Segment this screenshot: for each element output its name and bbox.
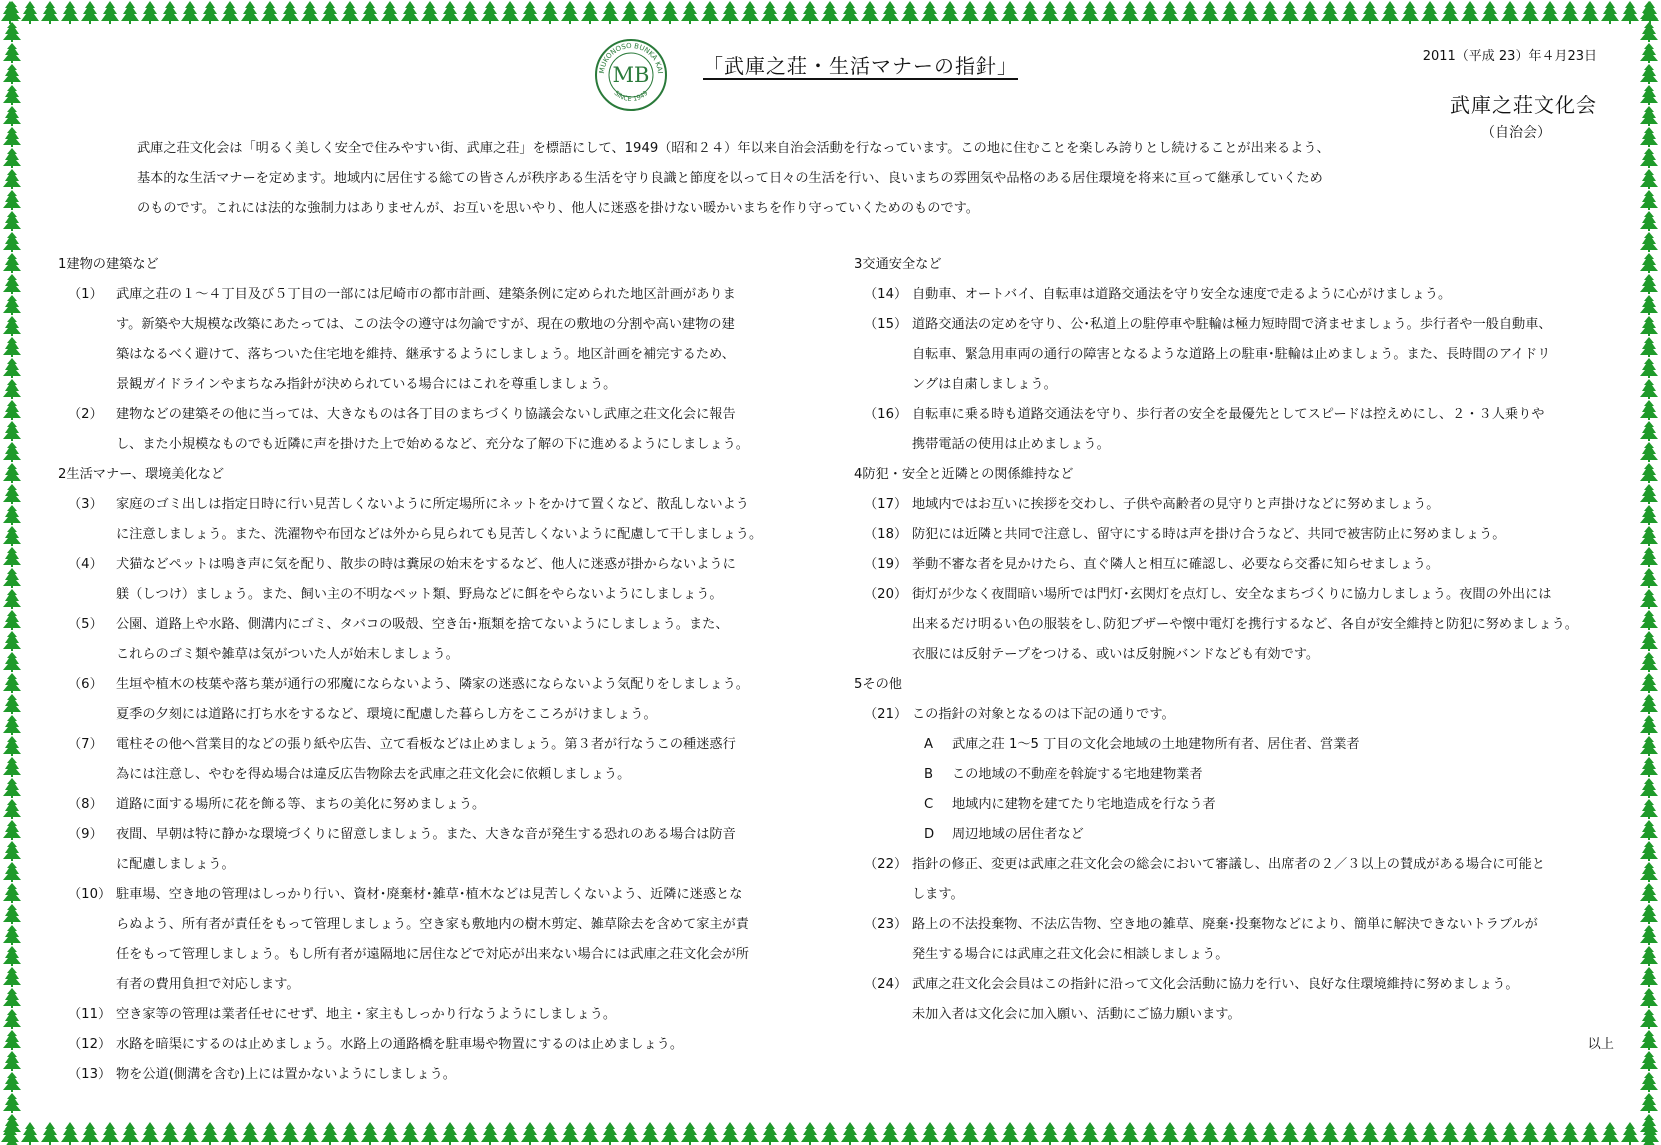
guideline-item xyxy=(854,400,1634,430)
section-title: 建物の建築など xyxy=(66,257,159,272)
sub-item-text: 武庫之荘 1～5 丁目の文化会地域の土地建物所有者、居住者、営業者 xyxy=(952,737,1360,752)
item-text: 物を公道(側溝を含む)上には置かないようにしましょう。 xyxy=(116,1067,456,1082)
item-continuation xyxy=(854,880,1634,910)
sub-item-label: B xyxy=(924,767,934,782)
item-number: （9） xyxy=(68,827,103,842)
item-text: 挙動不審な者を見かけたら、直ぐ隣人と相互に確認し、必要なら交番に知らせましょう。 xyxy=(912,557,1440,572)
section-heading xyxy=(854,670,1634,700)
closing-text: 以上 xyxy=(1587,1037,1614,1052)
item-text: これらのゴミ類や雑草は気がついた人が始末しましょう。 xyxy=(116,647,459,662)
logo-since-text: SINCE 1949 xyxy=(612,89,650,104)
intro-line: 武庫之荘文化会は「明るく美しく安全で住みやすい街、武庫之荘」を標語にして、1949（昭和２４）年以来自治会活動を行なっています。この地に住むことを楽しみ誇りとし続けることが出来るよう、 xyxy=(137,141,1330,156)
item-number: （20） xyxy=(864,587,908,602)
intro-line: 基本的な生活マナーを定めます。地域内に居住する総ての皆さんが秩序ある生活を守り良識と節度を以って日々の生活を行い、良いまちの雰囲気や品格のある居住環境を将来に亘って継承していくため xyxy=(137,171,1323,186)
item-text: 築はなるべく避けて、落ちついた住宅地を維持、継承するようにしましょう。地区計画を補完するため、 xyxy=(116,347,735,362)
item-text: 地域内ではお互いに挨拶を交わし、子供や高齢者の見守りと声掛けなどに努めましょう。 xyxy=(912,497,1440,512)
item-text: 犬猫などペットは鳴き声に気を配り、散歩の時は糞尿の始末をするなど、他人に迷惑が掛からないように xyxy=(116,557,736,572)
section-title: 交通安全など xyxy=(862,257,942,272)
tree-border-left xyxy=(0,0,24,1145)
sub-item-text: この地域の不動産を斡旋する宅地建物業者 xyxy=(952,767,1203,782)
item-text: 建物などの建築その他に当っては、大きなものは各丁目のまちづくり協議会ないし武庫之荘文化会に報告 xyxy=(116,407,736,422)
item-text: 道路に面する場所に花を飾る等、まちの美化に努めましょう。 xyxy=(116,797,486,812)
item-number: （13） xyxy=(68,1067,112,1082)
item-number: （3） xyxy=(68,497,103,512)
tree-border-right xyxy=(1637,0,1661,1145)
item-number: （7） xyxy=(68,737,103,752)
guideline-item xyxy=(854,520,1634,550)
guideline-item xyxy=(58,490,818,520)
item-continuation xyxy=(854,340,1634,370)
item-text: 衣服には反射テープをつける、或いは反射腕バンドなども有効です。 xyxy=(912,647,1320,662)
item-number: （11） xyxy=(68,1007,112,1022)
item-text: 駐車場、空き地の管理はしっかり行い、資材･廃棄材･雑草･植木などは見苦しくないよう、近隣に迷惑とな xyxy=(116,887,743,902)
guideline-item xyxy=(854,970,1634,1000)
section-heading xyxy=(58,460,818,490)
sub-item xyxy=(854,790,1634,820)
item-continuation xyxy=(58,370,818,400)
item-text: 発生する場合には武庫之荘文化会に相談しましょう。 xyxy=(912,947,1229,962)
item-text: 生垣や植木の枝葉や落ち葉が通行の邪魔にならないよう、隣家の迷惑にならないよう気配りをしましょう。 xyxy=(116,677,749,692)
item-number: （12） xyxy=(68,1037,112,1052)
item-text: 公園、道路上や水路、側溝内にゴミ、タバコの吸殻、空き缶･瓶類を捨てないようにしましょう。また、 xyxy=(116,617,729,632)
org-subtitle: （自治会） xyxy=(1481,125,1551,141)
guideline-item xyxy=(854,910,1634,940)
sub-item xyxy=(854,730,1634,760)
item-number: （16） xyxy=(864,407,908,422)
guideline-item xyxy=(58,880,818,910)
sub-item xyxy=(854,760,1634,790)
item-continuation xyxy=(58,430,818,460)
item-number: （4） xyxy=(68,557,103,572)
item-text: ングは自粛しましょう。 xyxy=(912,377,1057,392)
item-text: 躾（しつけ）ましょう。また、飼い主の不明なペット類、野鳥などに餌をやらないようにしましょう。 xyxy=(116,587,723,602)
intro-paragraph xyxy=(137,134,1457,224)
guideline-item xyxy=(58,1030,818,1060)
section-number: 3 xyxy=(854,257,863,272)
item-text: 空き家等の管理は業者任せにせず、地主・家主もしっかり行なうようにしましょう。 xyxy=(116,1007,617,1022)
sub-item-text: 地域内に建物を建てたり宅地造成を行なう者 xyxy=(952,797,1216,812)
section-number: 2 xyxy=(58,467,67,482)
item-number: （18） xyxy=(864,527,908,542)
sub-item-text: 周辺地域の居住者など xyxy=(952,827,1084,842)
item-continuation xyxy=(58,640,818,670)
tree-border-top xyxy=(0,0,1661,24)
item-number: （17） xyxy=(864,497,908,512)
item-number: （15） xyxy=(864,317,908,332)
guideline-item xyxy=(854,700,1634,730)
guideline-item xyxy=(58,550,818,580)
guideline-item xyxy=(854,310,1634,340)
guideline-item xyxy=(58,670,818,700)
org-name: 武庫之荘文化会 xyxy=(1450,93,1597,117)
item-continuation xyxy=(58,700,818,730)
item-text: 水路を暗渠にするのは止めましょう。水路上の通路橋を駐車場や物置にするのは止めましょう。 xyxy=(116,1037,684,1052)
item-text: 携帯電話の使用は止めましょう。 xyxy=(912,437,1110,452)
item-text: に配慮しましょう。 xyxy=(116,857,235,872)
item-text: 夏季の夕刻には道路に打ち水をするなど、環境に配慮した暮らし方をこころがけましょう。 xyxy=(116,707,657,722)
item-continuation xyxy=(58,940,818,970)
item-continuation xyxy=(58,910,818,940)
guideline-item xyxy=(58,610,818,640)
item-text: 指針の修正、変更は武庫之荘文化会の総会において審議し、出席者の２／３以上の賛成がある場合に可能と xyxy=(912,857,1545,872)
item-continuation xyxy=(58,760,818,790)
item-text: す。新築や大規模な改築にあたっては、この法令の遵守は勿論ですが、現在の敷地の分割や高い建物の建 xyxy=(116,317,735,332)
item-continuation xyxy=(58,520,818,550)
item-continuation xyxy=(854,1000,1634,1030)
item-text: 有者の費用負担で対応します。 xyxy=(116,977,300,992)
guideline-item xyxy=(58,280,818,310)
section-number: 4 xyxy=(854,467,863,482)
item-number: （1） xyxy=(68,287,103,302)
sub-item-label: C xyxy=(924,797,934,812)
item-number: （8） xyxy=(68,797,103,812)
guideline-item xyxy=(58,1000,818,1030)
section-heading xyxy=(854,460,1634,490)
item-continuation xyxy=(58,310,818,340)
item-number: （23） xyxy=(864,917,908,932)
guideline-item xyxy=(854,280,1634,310)
item-text: に注意しましょう。また、洗濯物や布団などは外から見られても見苦しくないように配慮して干しましょう。 xyxy=(116,527,763,542)
guideline-item xyxy=(58,790,818,820)
document-date: 2011（平成 23）年４月23日 xyxy=(1422,49,1597,64)
logo-monogram: MB xyxy=(612,63,650,87)
item-continuation xyxy=(854,610,1634,640)
item-text: 夜間、早朝は特に静かな環境づくりに留意しましょう。また、大きな音が発生する恐れのある場合は防音 xyxy=(116,827,736,842)
item-text: 景観ガイドラインやまちなみ指針が決められている場合にはこれを尊重しましょう。 xyxy=(116,377,617,392)
sub-item-label: A xyxy=(924,737,934,752)
guideline-item xyxy=(58,400,818,430)
closing-line xyxy=(854,1030,1634,1060)
sub-item xyxy=(854,820,1634,850)
intro-line: のものです。これには法的な強制力はありませんが、お互いを思いやり、他人に迷惑を掛けない暖かいまちを作り守っていくためのものです。 xyxy=(137,201,979,216)
item-number: （22） xyxy=(864,857,908,872)
guideline-item xyxy=(58,730,818,760)
item-text: 出来るだけ明るい色の服装をし､防犯ブザーや懐中電灯を携行するなど、各自が安全維持と防犯に努めましょう。 xyxy=(912,617,1578,632)
guideline-item xyxy=(854,850,1634,880)
section-title: その他 xyxy=(862,677,902,692)
section-heading xyxy=(854,250,1634,280)
guideline-item xyxy=(854,550,1634,580)
item-text: 街灯が少なく夜間暗い場所では門灯･玄関灯を点灯し、安全なまちづくりに協力しましょう。夜間の外出には xyxy=(912,587,1552,602)
item-text: 電柱その他へ営業目的などの張り紙や広告、立て看板などは止めましょう。第３者が行なうこの種迷惑行 xyxy=(116,737,736,752)
item-text: 武庫之荘文化会会員はこの指針に沿って文化会活動に協力を行い、良好な住環境維持に努めましょう。 xyxy=(912,977,1519,992)
item-number: （2） xyxy=(68,407,103,422)
item-text: 任をもって管理しましょう。もし所有者が遠隔地に居住などで対応が出来ない場合には武庫之荘文化会が所 xyxy=(116,947,749,962)
item-number: （14） xyxy=(864,287,908,302)
item-number: （6） xyxy=(68,677,103,692)
item-text: 為には注意し、やむを得ぬ場合は違反広告物除去を武庫之荘文化会に依頼しましょう。 xyxy=(116,767,631,782)
guideline-item xyxy=(58,1060,818,1090)
item-text: 防犯には近隣と共同で注意し、留守にする時は声を掛け合うなど、共同で被害防止に努めましょう。 xyxy=(912,527,1506,542)
item-continuation xyxy=(854,640,1634,670)
left-column xyxy=(58,250,818,1090)
svg-text:SINCE 1949 xyxy=(613,89,650,103)
item-text: この指針の対象となるのは下記の通りです。 xyxy=(912,707,1175,722)
tree-border-bottom xyxy=(0,1121,1661,1145)
item-text: 自転車、緊急用車両の通行の障害となるような道路上の駐車･駐輪は止めましょう。また、長時間のアイドリ xyxy=(912,347,1551,362)
item-continuation xyxy=(58,970,818,1000)
item-number: （19） xyxy=(864,557,908,572)
item-continuation xyxy=(58,850,818,880)
item-text: 未加入者は文化会に加入願い、活動にご協力願います。 xyxy=(912,1007,1241,1022)
item-number: （21） xyxy=(864,707,908,722)
item-continuation xyxy=(854,370,1634,400)
org-logo xyxy=(594,38,668,112)
item-text: し、また小規模なものでも近隣に声を掛けた上で始めるなど、充分な了解の下に進めるようにしましょう。 xyxy=(116,437,749,452)
right-column xyxy=(854,250,1634,1060)
section-number: 1 xyxy=(58,257,67,272)
item-continuation xyxy=(58,580,818,610)
item-text: 武庫之荘の１～４丁目及び５丁目の一部には尼崎市の都市計画、建築条例に定められた地区計画がありま xyxy=(116,287,736,302)
item-continuation xyxy=(854,940,1634,970)
item-text: 自転車に乗る時も道路交通法を守り、歩行者の安全を最優先としてスピードは控えめにし、２・３人乗りや xyxy=(912,407,1545,422)
page-title: 「武庫之荘・生活マナーの指針」 xyxy=(703,54,1018,78)
item-text: 家庭のゴミ出しは指定日時に行い見苦しくないように所定場所にネットをかけて置くなど、散乱しないよう xyxy=(116,497,749,512)
item-text: 道路交通法の定めを守り、公･私道上の駐停車や駐輪は極力短時間で済ませましょう。歩行者や一般自動車、 xyxy=(912,317,1552,332)
item-text: 自動車、オートバイ、自転車は道路交通法を守り安全な速度で走るように心がけましょう。 xyxy=(912,287,1452,302)
item-number: （5） xyxy=(68,617,103,632)
sub-item-label: D xyxy=(924,827,935,842)
item-text: らぬよう、所有者が責任をもって管理しましょう。空き家も敷地内の樹木剪定、雑草除去を含めて家主が責 xyxy=(116,917,749,932)
item-text: 路上の不法投棄物、不法広告物、空き地の雑草、廃棄･投棄物などにより、簡単に解決できないトラブルが xyxy=(912,917,1538,932)
section-heading xyxy=(58,250,818,280)
logo-ring-text: MUKONOSO BUNKA KAI xyxy=(597,41,664,75)
section-number: 5 xyxy=(854,677,863,692)
section-title: 生活マナー、環境美化など xyxy=(66,467,225,482)
guideline-item xyxy=(854,580,1634,610)
item-number: （10） xyxy=(68,887,112,902)
item-number: （24） xyxy=(864,977,908,992)
item-continuation xyxy=(854,430,1634,460)
guideline-item xyxy=(58,820,818,850)
item-text: します。 xyxy=(912,887,964,902)
section-title: 防犯・安全と近隣との関係維持など xyxy=(862,467,1074,482)
guideline-item xyxy=(854,490,1634,520)
item-continuation xyxy=(58,340,818,370)
